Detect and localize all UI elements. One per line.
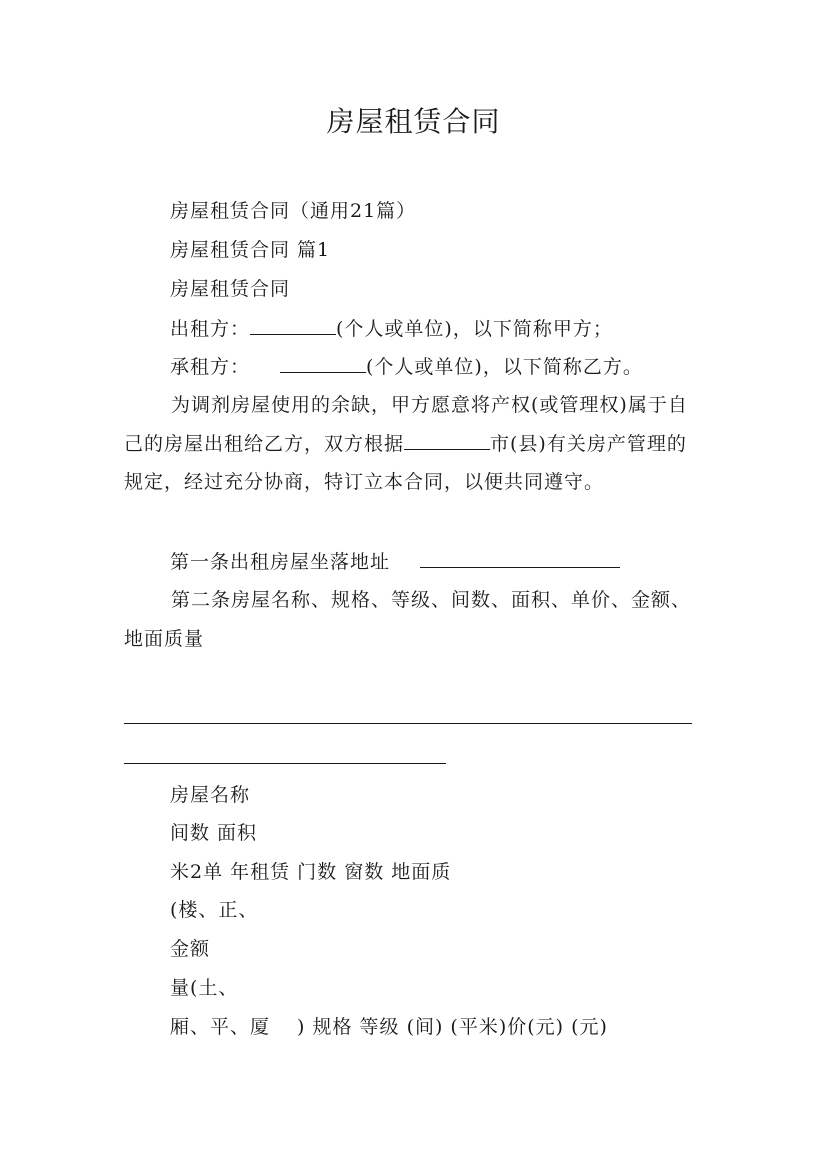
document-title: 房屋租赁合同 [326, 105, 501, 138]
lessor-label: 出租方： [170, 318, 251, 340]
table-text-1: 房屋名称 [170, 784, 251, 806]
article-2: 第二条房屋名称、规格、等级、间数、面积、单价、金额、地面质量 [124, 589, 692, 650]
table-text-3: 米2单 年租赁 门数 窗数 地面质 [170, 861, 452, 883]
intro-text-a: 为调剂房屋使用的余缺，甲方愿意将产权(或管理权)属于自己的房屋出租给乙方，双方根据 [124, 394, 688, 455]
table-text-5: 金额 [170, 938, 211, 960]
lessor-line [170, 316, 613, 341]
article-1-text: 第一条出租房屋坐落地址 [170, 551, 391, 573]
city-blank [404, 431, 490, 450]
intro-text-b: 市(县)有关房产管理的规定，经过充分协商，特订立本合同，以便共同遵守。 [124, 432, 687, 493]
lessor-blank [250, 316, 336, 335]
fill-in-line-2 [124, 763, 446, 764]
table-text-7: 厢、平、厦 ) 规格 等级 (间) (平米)价(元) (元) [170, 1016, 608, 1038]
table-text-2: 间数 面积 [170, 822, 258, 844]
contract-heading: 房屋租赁合同 [170, 278, 291, 300]
lessee-suffix: (个人或单位)，以下简称乙方。 [366, 356, 643, 378]
article-1 [170, 549, 620, 574]
fill-in-line [124, 723, 692, 724]
table-text-4: (楼、正、 [170, 899, 259, 921]
lessee-line [170, 354, 643, 379]
intro-paragraph [124, 386, 702, 502]
lessee-blank [280, 354, 366, 373]
lessor-suffix: (个人或单位)，以下简称甲方； [336, 318, 613, 340]
address-blank [420, 549, 620, 568]
lessee-label: 承租方： [170, 356, 251, 378]
subtitle: 房屋租赁合同（通用21篇） [170, 200, 417, 222]
table-text-6: 量(土、 [170, 977, 239, 999]
part-heading: 房屋租赁合同 篇1 [170, 239, 331, 261]
